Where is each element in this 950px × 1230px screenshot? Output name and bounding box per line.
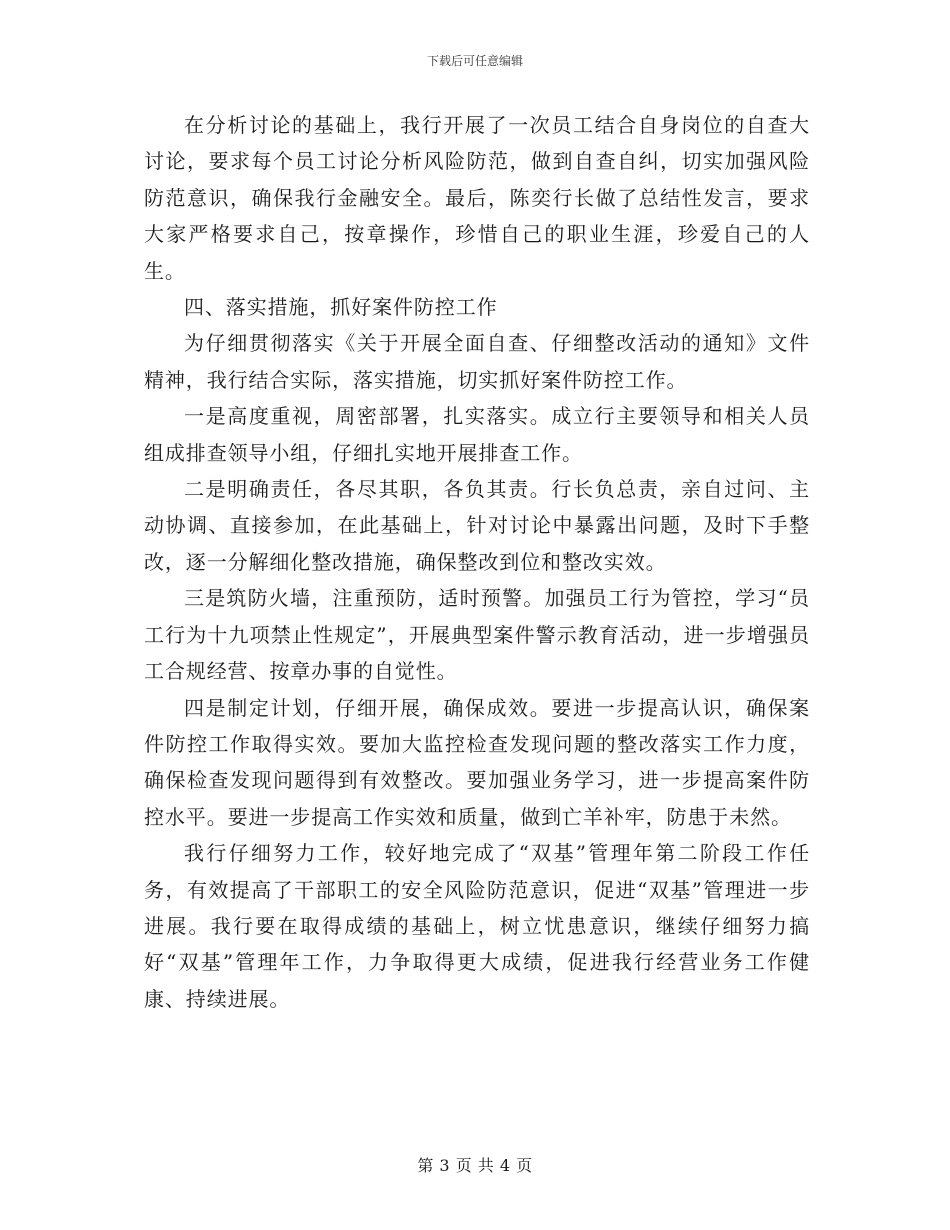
paragraph-summary: 我行仔细努力工作，较好地完成了“双基”管理年第二阶段工作任务，有效提高了干部职工的安全风险防范意识，促进“双基”管理进一步进展。我行要在取得成绩的基础上，树立忧患意识，继续仔细努力搞好“双基”管理年工作，力争取得更大成绩，促进我行经营业务工作健康、持续进展。 bbox=[144, 841, 810, 1011]
document-body bbox=[144, 107, 810, 1017]
section-heading-measures: 四、落实措施，抓好案件防控工作 bbox=[184, 295, 498, 320]
paragraph-notice: 为仔细贯彻落实《关于开展全面自查、仔细整改活动的通知》文件精神，我行结合实际，落实措施，切实抓好案件防控工作。 bbox=[144, 331, 810, 392]
paragraph-point-two: 二是明确责任，各尽其职，各负其责。行长负总责，亲自过问、主动协调、直接参加，在此基础上，针对讨论中暴露出问题，及时下手整改，逐一分解细化整改措施，确保整改到位和整改实效。 bbox=[144, 477, 810, 574]
paragraph-point-four: 四是制定计划，仔细开展，确保成效。要进一步提高认识，确保案件防控工作取得实效。要加大监控检查发现问题的整改落实工作力度，确保检查发现问题得到有效整改。要加强业务学习，进一步提高案件防控水平。要进一步提高工作实效和质量，做到亡羊补牢，防患于未然。 bbox=[144, 695, 810, 829]
paragraph-point-three: 三是筑防火墙，注重预防，适时预警。加强员工行为管控，学习“员工行为十九项禁止性规定”，开展典型案件警示教育活动，进一步增强员工合规经营、按章办事的自觉性。 bbox=[144, 586, 810, 684]
paragraph-point-one: 一是高度重视，周密部署，扎实落实。成立行主要领导和相关人员组成排查领导小组，仔细扎实地开展排查工作。 bbox=[144, 404, 810, 465]
page-number: 第 3 页 共 4 页 bbox=[417, 1156, 533, 1175]
page-header: 下载后可任意编辑 bbox=[426, 54, 523, 68]
paragraph-discussion: 在分析讨论的基础上，我行开展了一次员工结合自身岗位的自查大讨论，要求每个员工讨论分析风险防范，做到自查自纠，切实加强风险防范意识，确保我行金融安全。最后，陈奕行长做了总结性发言，要求大家严格要求自己，按章操作，珍惜自己的职业生涯，珍爱自己的人生。 bbox=[144, 113, 810, 283]
